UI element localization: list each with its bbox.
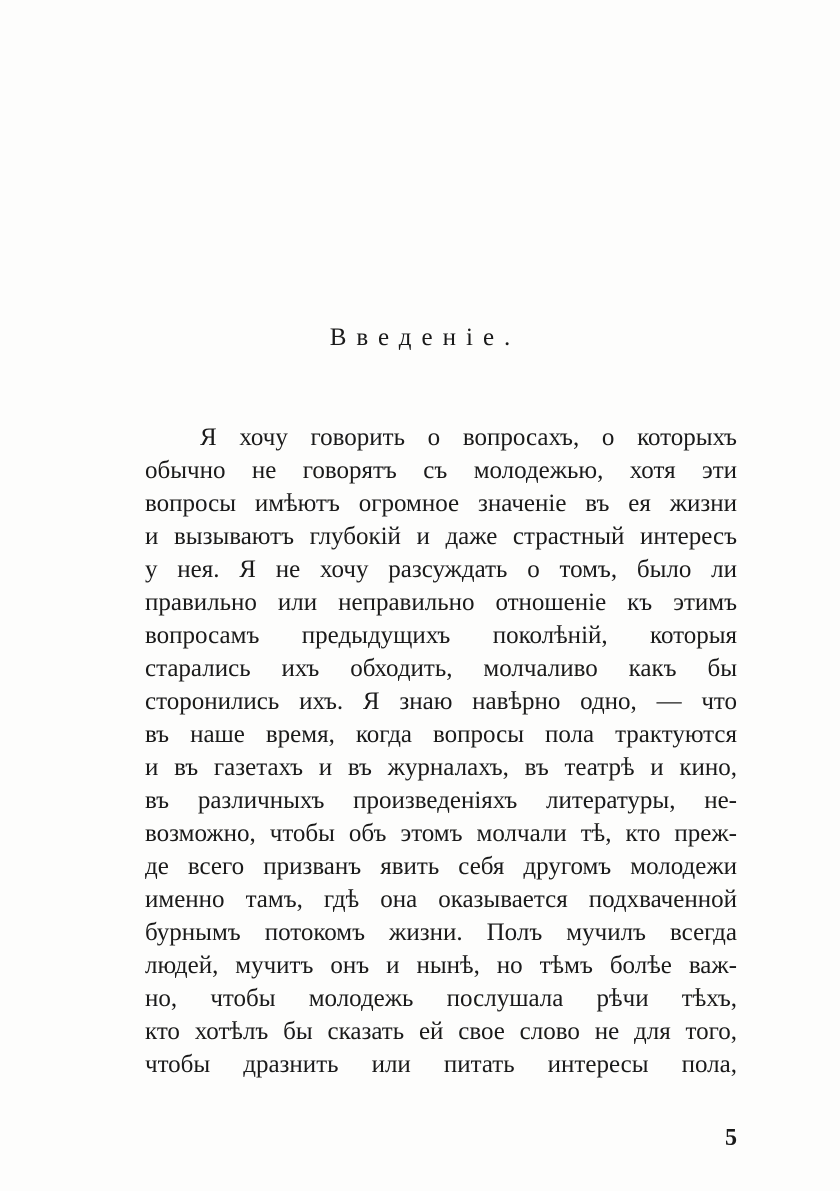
text-line: Я хочу говорить о вопросахъ, о которыхъ [200, 424, 737, 451]
page-number: 5 [725, 1125, 737, 1151]
text-line: чтобы дразнить или питать интересы пола, [145, 1051, 737, 1078]
text-line: вопросы имѣютъ огромное значенiе въ ея жизни [145, 490, 737, 517]
text-line: именно тамъ, гдѣ она оказывается подхваченной [145, 886, 737, 913]
text-line: и въ газетахъ и въ журналахъ, въ театрѣ и кино, [145, 754, 737, 781]
text-line: старались ихъ обходить, молчаливо какъ бы [145, 655, 737, 682]
chapter-heading: Введенiе. [329, 324, 521, 351]
text-line: сторонились ихъ. Я знаю навѣрно одно, — что [145, 688, 737, 715]
text-line: возможно, чтобы объ этомъ молчали тѣ, кто преж- [145, 820, 737, 847]
text-line: въ различныхъ произведенiяхъ литературы, не- [145, 787, 737, 814]
text-line: де всего призванъ явить себя другомъ молодежи [145, 853, 737, 880]
text-line: кто хотѣлъ бы сказать ей свое слово не для того, [145, 1018, 737, 1045]
text-line: людей, мучитъ онъ и нынѣ, но тѣмъ болѣе важ- [145, 952, 737, 979]
text-line: обычно не говорятъ съ молодежью, хотя эти [145, 457, 737, 484]
text-line: бурнымъ потокомъ жизни. Полъ мучилъ всегда [145, 919, 737, 946]
text-line: и вызываютъ глубокiй и даже страстный интересъ [145, 523, 737, 550]
body-text [145, 421, 737, 1081]
text-line: у нея. Я не хочу разсуждать о томъ, было ли [145, 556, 737, 583]
text-line: но, чтобы молодежь послушала рѣчи тѣхъ, [145, 985, 737, 1012]
text-line: вопросамъ предыдущихъ поколѣнiй, которыя [145, 622, 737, 649]
text-line: въ наше время, когда вопросы пола трактуются [145, 721, 737, 748]
text-line: правильно или неправильно отношенiе къ этимъ [145, 589, 737, 616]
